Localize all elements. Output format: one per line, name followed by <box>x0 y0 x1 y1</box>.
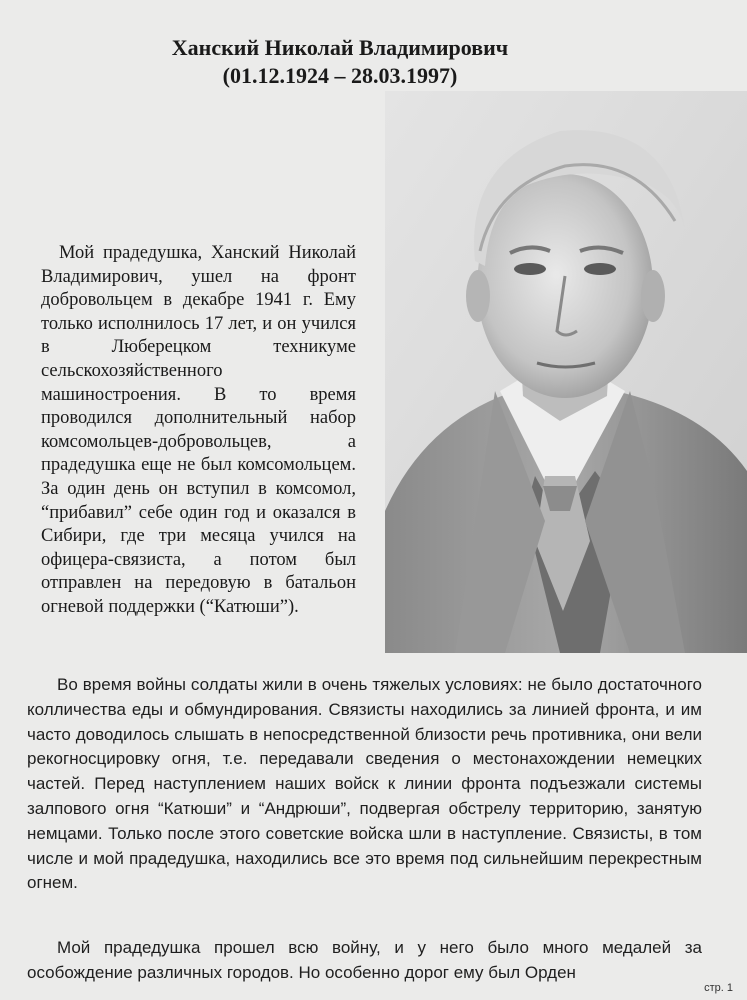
person-name: Ханский Николай Владимирович <box>171 35 509 60</box>
document-title <box>0 34 680 90</box>
medals-paragraph: Мой прадедушка прошел всю войну, и у него было много медалей за особождение различных городов. Но особенно дорог ему был Орден <box>27 938 702 982</box>
life-dates: (01.12.1924 – 28.03.1997) <box>222 63 458 88</box>
war-paragraph: Во время войны солдаты жили в очень тяжелых условиях: не было достаточного колличества еды и обмундирования. Связисты находились за линией фронта, и им часто доводилось слышать в непосредственной близости речь противника, они вели рекогносцировку огня, т.е. передавали сведения о местонахождении немецких частей. Перед наступлением наших войск к линии фронта подъезжали системы залпового огня “Катюши” и “Андрюши”, подвергая обстрелу территорию, занятую немцами. Только после этого советские войска шли в наступление. Связисты, в том числе и мой прадедушка, находились все это время под сильнейшим перекрестным огнем. <box>27 675 702 893</box>
page-number: стр. 1 <box>704 982 733 994</box>
portrait-illustration <box>385 91 747 653</box>
portrait-photo <box>385 91 747 653</box>
intro-paragraph: Мой прадедушка, Ханский Николай Владимирович, ушел на фронт добровольцем в декабре 1941 г. Ему только исполнилось 17 лет, и он учился в Люберецком техникуме сельскохозяйственного машиностроения. В то время проводился дополнительный набор комсомольцев-добровольцев, а прадедушка еще не был комсомольцем. За один день он вступил в комсомол, “прибавил” себе один год и оказался в Сибири, где три месяца учился на офицера-связиста, а потом был отправлен на передовую в батальон огневой поддержки (“Катюши”). <box>41 243 356 617</box>
